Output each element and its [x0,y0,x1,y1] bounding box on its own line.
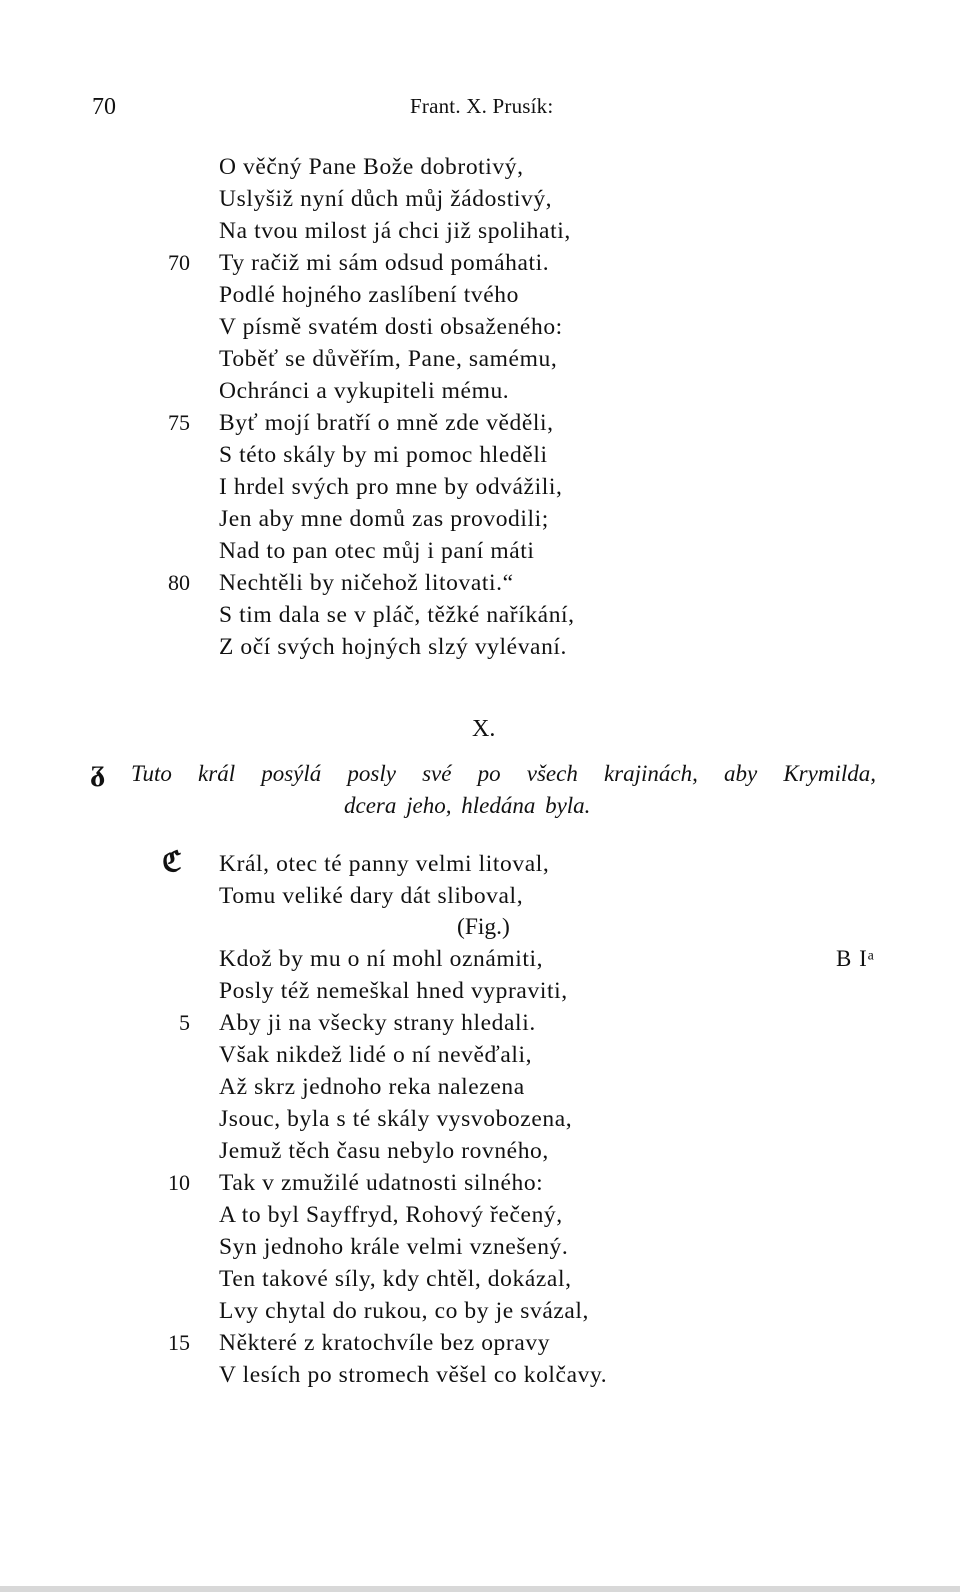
verse-text: Ochránci a vykupiteli mému. [219,378,510,404]
verse-text: Nechtěli by ničehož litovati.“ [219,570,514,596]
verse-line [0,1007,960,1039]
verse-text: Však nikdež lidé o ní nevěďali, [219,1042,533,1068]
verse-line [0,215,960,247]
verse-line [0,343,960,375]
verse-text: A to byl Sayffryd, Rohový řečený, [219,1202,563,1228]
verse-text: Král, otec té panny velmi litoval, [219,851,550,877]
verse-line [0,1103,960,1135]
verse-text: Toběť se důvěřím, Pane, samému, [219,346,558,372]
verse-text: Lvy chytal do rukou, co by je svázal, [219,1298,590,1324]
verse-line [0,439,960,471]
verse-text: Z očí svých hojných slzý vylévaní. [219,634,568,660]
verse-line [0,183,960,215]
verse-text: I hrdel svých pro mne by odvážili, [219,474,563,500]
verse-line [0,1295,960,1327]
verse-line [0,1359,960,1391]
figure-reference: (Fig.) [457,914,510,940]
verse-line [0,567,960,599]
verse-line [0,880,960,912]
line-number: 70 [168,250,190,275]
verse-text: S této skály by mi pomoc hleděli [219,442,548,468]
verse-line [0,975,960,1007]
verse-text: Ty račiž mi sám odsud pomáhati. [219,250,550,276]
verse-text: Syn jednoho krále velmi vznešený. [219,1234,569,1260]
running-title: Frant. X. Prusík: [410,94,554,118]
line-number: 5 [179,1010,190,1035]
line-number: 10 [168,1170,190,1195]
rubric-line-1: Tuto král posýlá posly své po všech krajinách, aby Krymilda, [131,761,876,786]
verse-text: O věčný Pane Bože dobrotivý, [219,154,524,180]
section-numeral: X. [472,716,496,742]
verse-line [0,247,960,279]
verse-text: Na tvou milost já chci již spolihati, [219,218,571,244]
verse-line [0,1039,960,1071]
verse-text: Některé z kratochvíle bez opravy [219,1330,551,1356]
verse-text: V písmě svatém dosti obsaženého: [219,314,563,340]
verse-line [0,1071,960,1103]
verse-text: Jemuž těch času nebylo rovného, [219,1138,549,1164]
line-number: 15 [168,1330,190,1355]
rubric-line-2: dcera jeho, hledána byla. [344,793,591,818]
verse-text: Tak v zmužilé udatnosti silného: [219,1170,544,1196]
verse-line [0,535,960,567]
verse-line [0,1327,960,1359]
verse-text: V lesích po stromech věšel co kolčavy. [219,1362,608,1388]
verse-line [0,151,960,183]
verse-line [0,631,960,663]
scan-bottom-edge [0,1586,960,1592]
verse-line [0,599,960,631]
verse-text: Ten takové síly, kdy chtěl, dokázal, [219,1266,572,1292]
verse-text: Posly též nemeškal hned vypraviti, [219,978,568,1004]
verse-line [0,1167,960,1199]
line-number: 75 [168,410,190,435]
verse-text: Nad to pan otec můj i paní máti [219,538,535,564]
verse-text: Tomu veliké dary dát sliboval, [219,883,524,909]
verse-line [0,845,960,880]
verse-text: Až skrz jednoho reka nalezena [219,1074,525,1100]
verse-text: Jen aby mne domů zas provodili; [219,506,549,532]
verse-text: Uslyšiž nyní důch můj žádostivý, [219,186,553,212]
verse-line [0,375,960,407]
verse-text: S tim dala se v pláč, těžké naříkání, [219,602,575,628]
verse-line [0,1263,960,1295]
verse-text: Podlé hojného zaslíbení tvého [219,282,519,308]
signature-mark: B Iᵃ [836,946,876,971]
verse-line [0,311,960,343]
verse-text: Aby ji na všecky strany hledali. [219,1010,536,1036]
verse-line [0,503,960,535]
page-number: 70 [92,94,116,120]
verse-text: Byť mojí bratří o mně zde věděli, [219,410,554,436]
verse-line [0,1135,960,1167]
verse-line [0,279,960,311]
verse-line [0,943,960,975]
verse-line [0,471,960,503]
verse-line [0,1199,960,1231]
capitulum-mark-icon: ℭ [162,845,182,878]
verse-text: Jsouc, byla s té skály vysvobozena, [219,1106,573,1132]
verse-line [0,1231,960,1263]
verse-line [0,407,960,439]
line-number: 80 [168,570,190,595]
rubric-mark-icon: ᵹ [90,753,106,788]
verse-text: Kdož by mu o ní mohl oznámiti, [219,946,544,972]
